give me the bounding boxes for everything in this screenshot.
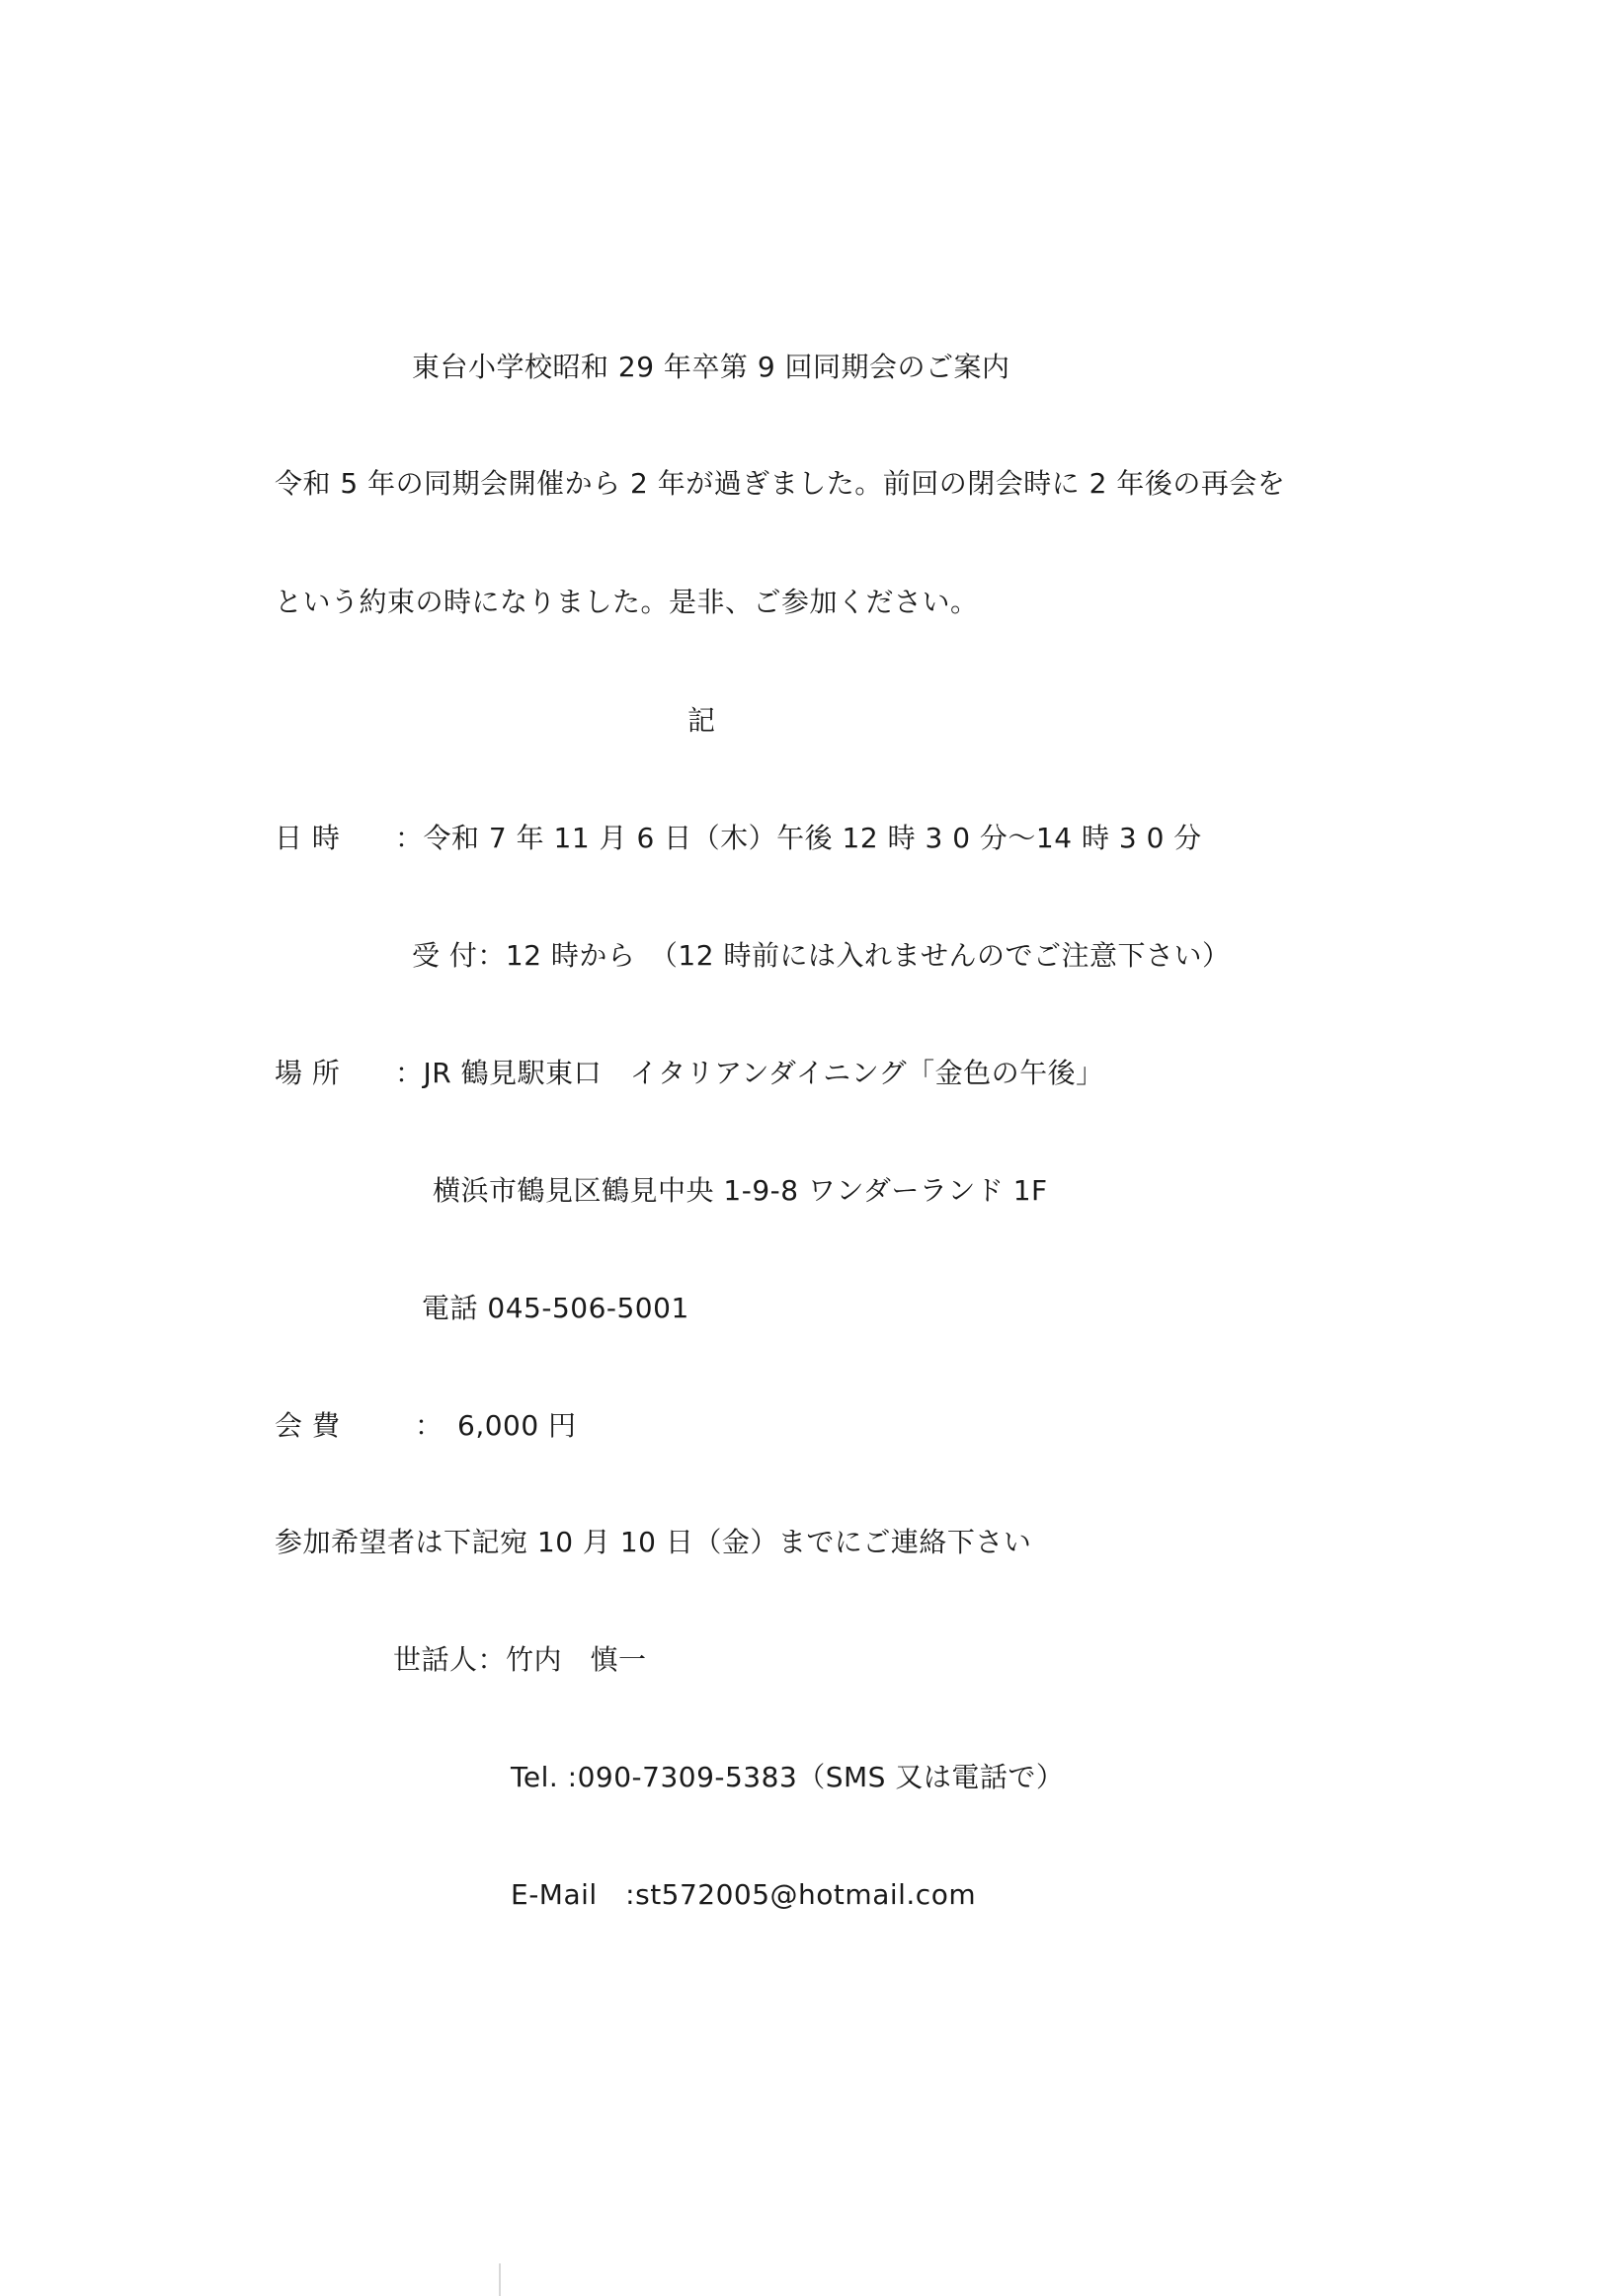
organizer-row [393,1643,647,1677]
fee-value: ： 6,000 円 [415,1409,577,1442]
fee-row [275,1409,577,1443]
venue-row [275,1057,1104,1090]
schedule-label: 日 時 [275,822,341,854]
venue-address: 横浜市鶴見区鶴見中央 1-9-8 ワンダーランド 1F [433,1174,1048,1207]
ki-heading: 記 [687,704,716,737]
scan-artifact-line [499,2263,501,2296]
reception-label: 受 付 [412,939,478,972]
rsvp-line: 参加希望者は下記宛 10 月 10 日（金）までにご連絡下さい [275,1526,1032,1558]
organizer-name: ：竹内 慎一 [477,1643,647,1676]
fee-label: 会 費 [275,1409,341,1442]
intro-line-2: という約束の時になりました。是非、ご参加ください。 [275,586,979,618]
venue-value: ：JR 鶴見駅東口 イタリアンダイニング「金色の午後」 [395,1057,1104,1089]
organizer-label: 世話人 [393,1643,478,1676]
schedule-value: ：令和 7 年 11 月 6 日（木）午後 12 時 3 0 分～14 時 3 0 分 [395,822,1202,854]
venue-label: 場 所 [275,1057,341,1089]
document-title: 東台小学校昭和 29 年卒第 9 回同期会のご案内 [412,351,1010,383]
intro-line-1: 令和 5 年の同期会開催から 2 年が過ぎました。前回の閉会時に 2 年後の再会を [275,467,1286,500]
venue-phone: 電話 045-506-5001 [422,1292,689,1324]
organizer-tel: Tel. :090-7309-5383（SMS 又は電話で） [511,1761,1065,1793]
organizer-email: E-Mail :st572005@hotmail.com [511,1878,977,1911]
reception-row [412,939,1230,973]
reception-value: ：12 時から （12 時前には入れませんのでご注意下さい） [477,939,1231,972]
schedule-row [275,822,1202,855]
